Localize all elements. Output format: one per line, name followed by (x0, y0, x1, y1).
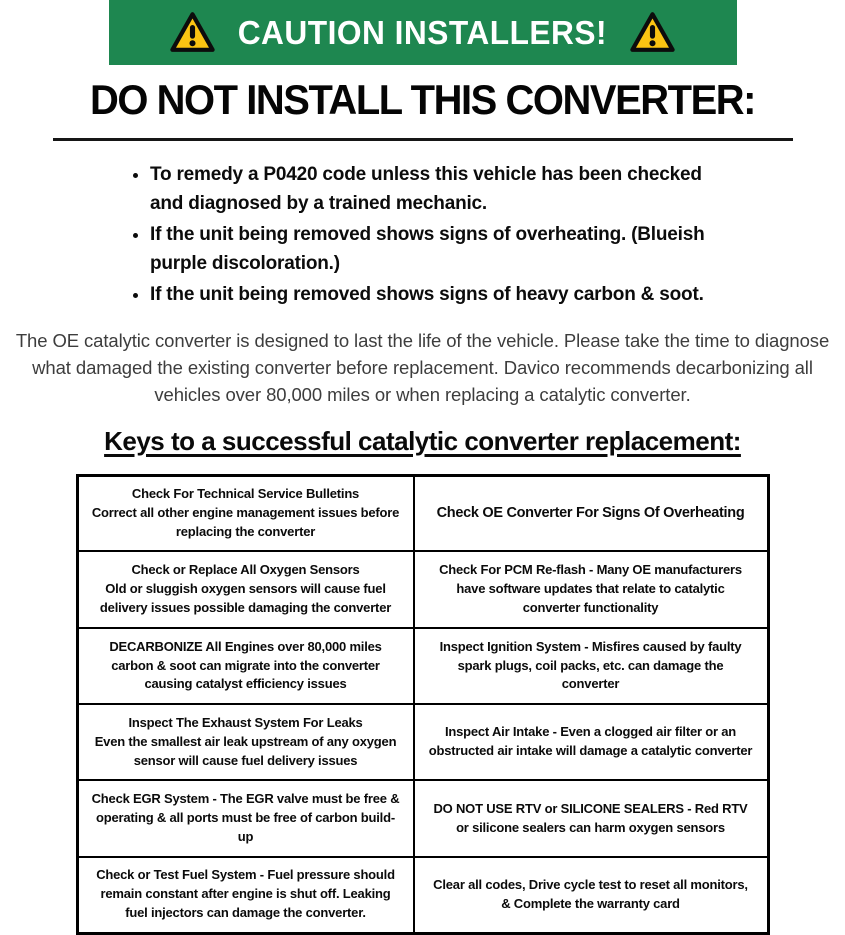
table-cell-oxygen-sensors (77, 551, 414, 627)
table-row (77, 857, 768, 933)
intro-paragraph: The OE catalytic converter is designed to last the life of the vehicle. Please take the time to diagnose what damaged the existing converter before replacement. Davico recommends decarbonizing all vehicles over 80,000 miles or when replacing a catalytic converter. (15, 329, 830, 406)
cell-text: Check or Replace All Oxygen Sensors (131, 562, 360, 578)
warning-item: • If the unit being removed shows signs of overheating. (Blueish purple discoloration.) (150, 221, 724, 278)
cell-text: Clear all codes, Drive cycle test to reset all monitors, & Complete the warranty card (433, 876, 748, 911)
section-heading: Keys to a successful catalytic converter replacement: (104, 425, 741, 456)
cell-text: Even the smallest air leak upstream of any oxygen sensor will cause fuel delivery issues (94, 733, 397, 768)
cell-text: Check For Technical Service Bulletins (131, 486, 360, 502)
table-row (77, 704, 768, 780)
table-cell-tsb (77, 475, 414, 551)
table-cell-air-intake (414, 704, 768, 780)
cell-text: Inspect The Exhaust System For Leaks (128, 715, 363, 730)
warning-item: • To remedy a P0420 code unless this vehicle has been checked and diagnosed by a trained mechanic. (150, 161, 724, 218)
cell-text: Check EGR System - The EGR valve must be free & operating & all ports must be free of carbon build-up (91, 791, 400, 845)
cell-text: Inspect Air Intake - Even a clogged air filter or an obstructed air intake will damage a catalytic converter (428, 724, 753, 759)
table-cell-decarbonize (77, 628, 414, 704)
table-row (77, 475, 768, 551)
warning-triangle-icon (629, 11, 676, 54)
caution-banner (109, 0, 737, 65)
table-row (77, 551, 768, 627)
warning-list (118, 161, 724, 310)
cell-text: Check For PCM Re-flash - Many OE manufacturers have software updates that relate to catalytic converter functionality (439, 562, 742, 616)
page-title: DO NOT INSTALL THIS CONVERTER: (89, 76, 756, 123)
table-cell-fuel-system (77, 857, 414, 933)
cell-text: Check OE Converter For Signs Of Overheating (436, 505, 745, 522)
cell-text: Inspect Ignition System - Misfires caused by faulty spark plugs, coil packs, etc. can damage the converter (439, 638, 742, 692)
table-row (77, 628, 768, 704)
table-cell-pcm-reflash (414, 551, 768, 627)
banner-title: CAUTION INSTALLERS! (237, 13, 608, 51)
keys-table (76, 474, 770, 935)
divider-line (53, 138, 793, 141)
table-cell-exhaust-leaks (77, 704, 414, 780)
table-cell-rtv-sealers (414, 780, 768, 856)
table-cell-ignition-system (414, 628, 768, 704)
cell-text: Check or Test Fuel System - Fuel pressure should remain constant after engine is shut off. Leaking fuel injectors can damage the converter. (96, 867, 395, 921)
warning-triangle-icon (169, 11, 216, 54)
table-cell-clear-codes (414, 857, 768, 933)
table-row (77, 780, 768, 856)
warning-item: • If the unit being removed shows signs of heavy carbon & soot. (150, 281, 724, 310)
cell-text: DO NOT USE RTV or SILICONE SEALERS - Red RTV or silicone sealers can harm oxygen sensors (433, 800, 748, 835)
cell-text: Correct all other engine management issues before replacing the converter (91, 505, 400, 539)
cell-text: DECARBONIZE All Engines over 80,000 miles carbon & soot can migrate into the converter causing catalyst efficiency issues (109, 638, 382, 692)
table-cell-oe-overheating (414, 475, 768, 551)
table-cell-egr-system (77, 780, 414, 856)
cell-text: Old or sluggish oxygen sensors will cause fuel delivery issues possible damaging the converter (99, 581, 392, 616)
